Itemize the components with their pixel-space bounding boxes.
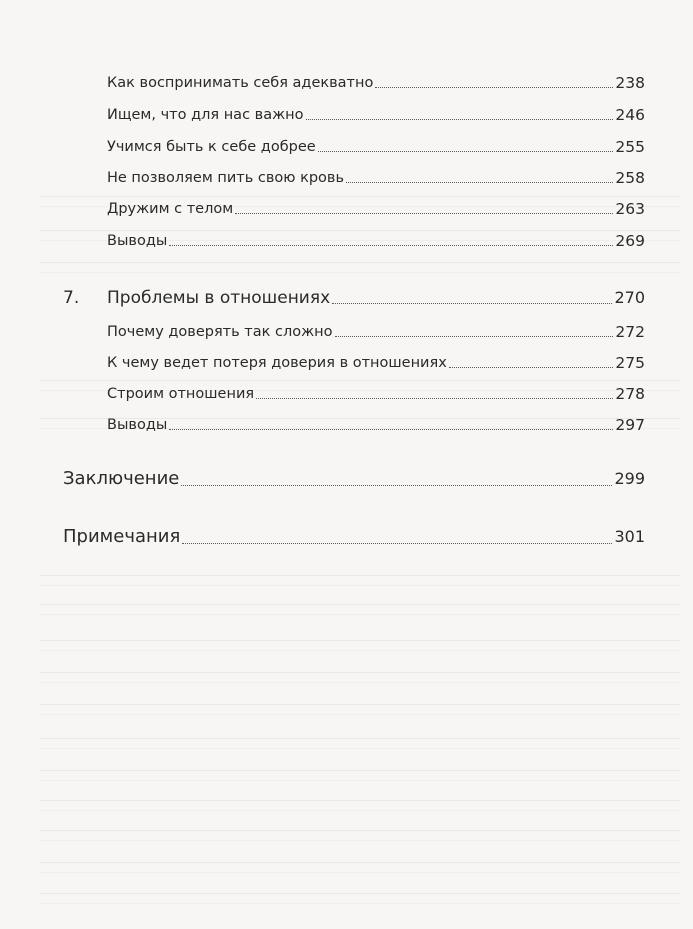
toc-entry[interactable] bbox=[107, 353, 645, 373]
show-through-line bbox=[40, 893, 680, 904]
toc-entry[interactable] bbox=[107, 137, 645, 157]
toc-entry-title: Выводы bbox=[107, 417, 168, 433]
toc-entry-page: 301 bbox=[614, 527, 645, 546]
dot-leader bbox=[181, 484, 612, 486]
toc-entry-title: Не позволяем пить свою кровь bbox=[107, 170, 345, 186]
show-through-line bbox=[40, 604, 680, 615]
chapter-title: Проблемы в отношениях bbox=[107, 288, 331, 308]
dot-leader bbox=[449, 366, 614, 368]
dot-leader bbox=[335, 335, 614, 337]
show-through-line bbox=[40, 262, 680, 273]
show-through-line bbox=[40, 800, 680, 811]
toc-entry-page: 246 bbox=[615, 106, 645, 124]
toc-entry-title: Как воспринимать себя адекватно bbox=[107, 75, 374, 91]
toc-entry-title: Дружим с телом bbox=[107, 201, 234, 217]
dot-leader bbox=[169, 428, 613, 430]
toc-entry[interactable] bbox=[107, 199, 645, 219]
toc-entry-title: Учимся быть к себе добрее bbox=[107, 139, 316, 155]
show-through-line bbox=[40, 704, 680, 715]
notes-title: Примечания bbox=[63, 526, 181, 547]
conclusion-title: Заключение bbox=[63, 468, 180, 489]
toc-entry-page: 258 bbox=[615, 169, 645, 187]
toc-notes-entry[interactable] bbox=[63, 525, 645, 549]
dot-leader bbox=[306, 118, 614, 120]
show-through-line bbox=[40, 738, 680, 749]
dot-leader bbox=[235, 212, 613, 214]
show-through-line bbox=[40, 830, 680, 841]
toc-entry-title: Выводы bbox=[107, 233, 168, 249]
toc-entry[interactable] bbox=[107, 73, 645, 93]
toc-entry-title: Почему доверять так сложно bbox=[107, 324, 333, 340]
toc-entry-page: 278 bbox=[615, 385, 645, 403]
dot-leader bbox=[332, 302, 612, 304]
dot-leader bbox=[346, 181, 613, 183]
toc-entry[interactable] bbox=[107, 231, 645, 251]
toc-entry-page: 270 bbox=[614, 288, 645, 307]
toc-entry-page: 269 bbox=[615, 232, 645, 250]
dot-leader bbox=[318, 150, 614, 152]
toc-conclusion-entry[interactable] bbox=[63, 467, 645, 491]
show-through-line bbox=[40, 672, 680, 683]
dot-leader bbox=[169, 244, 613, 246]
toc-entry[interactable] bbox=[107, 168, 645, 188]
toc-entry[interactable] bbox=[107, 105, 645, 125]
toc-entry-page: 299 bbox=[614, 469, 645, 488]
toc-entry-page: 272 bbox=[615, 323, 645, 341]
toc-chapter-entry[interactable] bbox=[63, 287, 645, 309]
toc-entry[interactable] bbox=[107, 384, 645, 404]
toc-entry-page: 297 bbox=[615, 416, 645, 434]
show-through-line bbox=[40, 862, 680, 873]
toc-chapter-title-group bbox=[63, 287, 330, 309]
toc-entry-page: 238 bbox=[615, 74, 645, 92]
toc-entry-page: 263 bbox=[615, 200, 645, 218]
chapter-number: 7. bbox=[63, 288, 80, 308]
toc-entry[interactable] bbox=[107, 322, 645, 342]
dot-leader bbox=[256, 397, 613, 399]
dot-leader bbox=[375, 86, 613, 88]
toc-entry[interactable] bbox=[107, 415, 645, 435]
toc-entry-title: К чему ведет потеря доверия в отношениях bbox=[107, 355, 447, 371]
dot-leader bbox=[182, 542, 612, 544]
toc-entry-title: Ищем, что для нас важно bbox=[107, 107, 304, 123]
toc-entry-title: Строим отношения bbox=[107, 386, 255, 402]
show-through-line bbox=[40, 640, 680, 651]
toc-entry-page: 255 bbox=[615, 138, 645, 156]
show-through-line bbox=[40, 575, 680, 586]
show-through-line bbox=[40, 770, 680, 781]
toc-entry-page: 275 bbox=[615, 354, 645, 372]
